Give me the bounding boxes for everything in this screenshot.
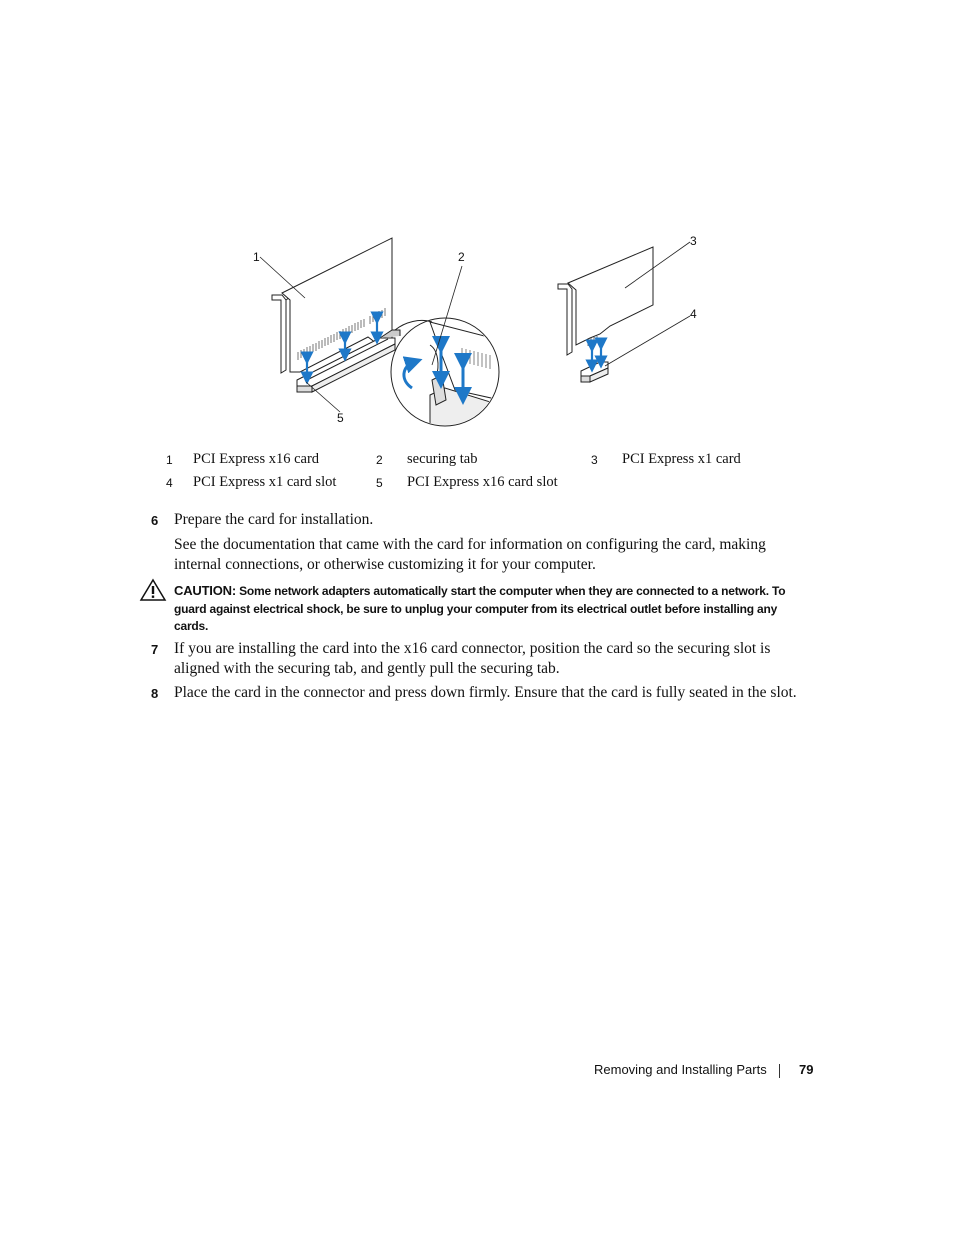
step-line: aligned with the securing tab, and gently pull the securing tab.	[174, 659, 560, 677]
legend-num: 1	[166, 453, 173, 467]
caution-text: Some network adapters automatically start the computer when they are connected to a network. To	[239, 584, 786, 598]
legend-num: 2	[376, 453, 383, 467]
legend-num: 5	[376, 476, 383, 490]
callout-1: 1	[253, 250, 260, 264]
callout-3: 3	[690, 234, 697, 248]
legend-text: PCI Express x16 card	[193, 451, 320, 467]
step-text	[174, 639, 770, 678]
warning-triangle-icon	[139, 578, 167, 602]
step-number: 8	[151, 686, 159, 701]
step-number: 7	[151, 642, 159, 657]
x1-card	[568, 247, 653, 346]
step-text: Prepare the card for installation.	[174, 511, 374, 528]
legend-num: 4	[166, 476, 173, 490]
caution-notice	[174, 582, 785, 636]
footer-divider	[779, 1064, 780, 1078]
callout-4: 4	[690, 307, 697, 321]
footer-section-title: Removing and Installing Parts	[594, 1062, 767, 1077]
legend-text: PCI Express x1 card slot	[193, 474, 337, 490]
paragraph-line: internal connections, or otherwise customizing it for your computer.	[174, 555, 596, 573]
step-text: Place the card in the connector and press down firmly. Ensure that the card is fully seated in the slot.	[174, 684, 797, 701]
figure	[0, 0, 954, 440]
step-line: If you are installing the card into the x16 card connector, position the card so the securing slot is	[174, 640, 771, 657]
pci-card-illustration	[0, 0, 954, 440]
paragraph-line: See the documentation that came with the card for information on configuring the card, making	[174, 536, 766, 553]
step-number: 6	[151, 513, 159, 528]
legend-text: PCI Express x16 card slot	[407, 474, 558, 490]
securing-tab-detail	[391, 318, 500, 430]
x1-card-slot	[581, 362, 608, 382]
legend-text: PCI Express x1 card	[622, 451, 741, 467]
caution-text: cards.	[174, 619, 209, 633]
x16-card-bracket	[272, 295, 290, 373]
callout-5: 5	[337, 411, 344, 425]
page-number: 79	[799, 1062, 814, 1077]
instruction-paragraph	[174, 535, 766, 574]
legend-num: 3	[591, 453, 598, 467]
x1-card-bracket	[558, 284, 572, 355]
callout-2: 2	[458, 250, 465, 264]
legend-text: securing tab	[407, 451, 478, 467]
caution-label: CAUTION:	[174, 583, 236, 598]
caution-text: guard against electrical shock, be sure to unplug your computer from its electrical outlet before installing any	[174, 601, 778, 616]
